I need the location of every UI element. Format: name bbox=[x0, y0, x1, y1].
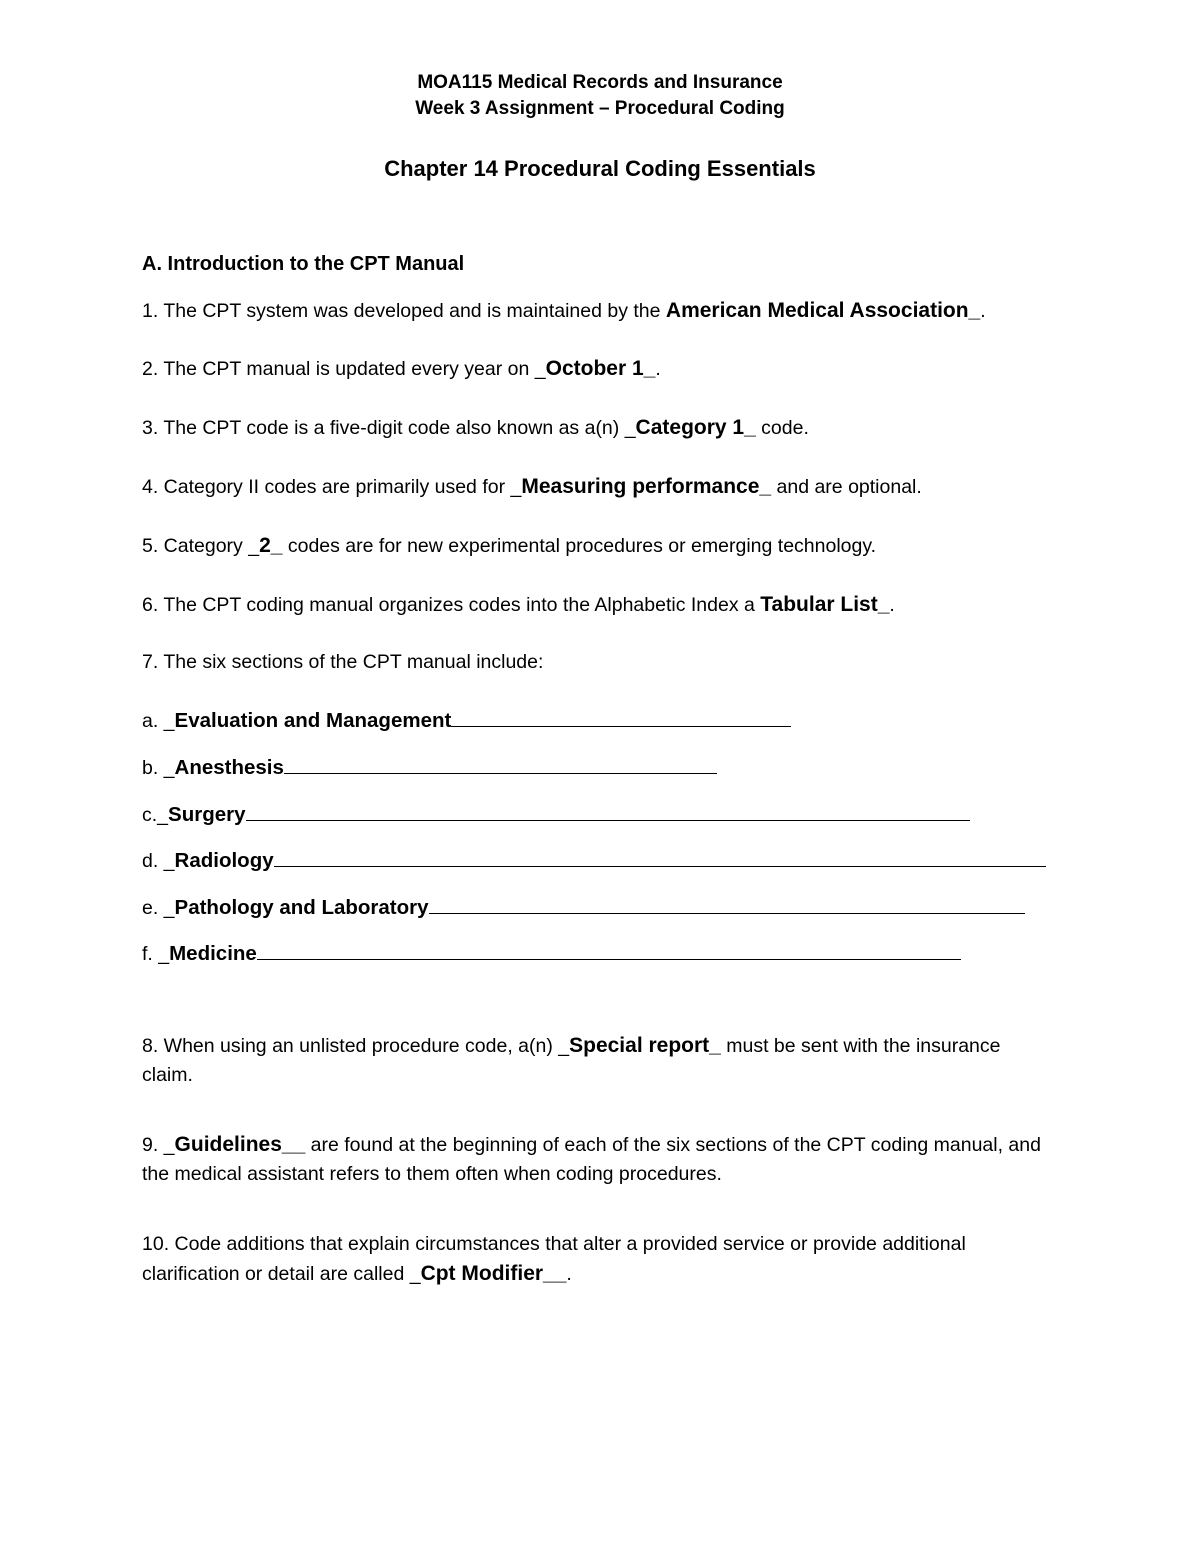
question-text: . bbox=[566, 1263, 572, 1285]
question-text: are found at the beginning of each of the six sections of the CPT coding manual, and the medical assistant refers to them often when coding procedures. bbox=[142, 1134, 1041, 1185]
question-2 bbox=[142, 354, 661, 384]
answer: Guidelines__ bbox=[174, 1133, 306, 1156]
section-list-item-d bbox=[142, 846, 1046, 876]
question-text: 1. The CPT system was developed and is maintained by the bbox=[142, 300, 666, 322]
question-text: . bbox=[889, 594, 895, 616]
course-title: MOA115 Medical Records and Insurance bbox=[417, 72, 783, 93]
list-prefix: c._ bbox=[142, 804, 169, 826]
question-text: 2. The CPT manual is updated every year on _ bbox=[142, 358, 546, 380]
blank-line bbox=[429, 895, 1025, 914]
answer: Category 1_ bbox=[635, 416, 756, 439]
question-1 bbox=[142, 296, 986, 326]
question-text: 9. _ bbox=[142, 1134, 175, 1156]
chapter-title: Chapter 14 Procedural Coding Essentials bbox=[384, 156, 816, 181]
answer: Medicine bbox=[169, 942, 257, 965]
section-list-item-f bbox=[142, 939, 961, 969]
question-text: code. bbox=[755, 417, 809, 439]
question-9 bbox=[142, 1130, 1042, 1189]
section-list-item-b bbox=[142, 753, 717, 783]
list-prefix: d. _ bbox=[142, 850, 175, 872]
answer: Radiology bbox=[174, 849, 274, 872]
list-prefix: b. _ bbox=[142, 757, 175, 779]
blank-line bbox=[451, 708, 791, 727]
blank-line bbox=[257, 941, 961, 960]
question-text: must be sent with the insurance claim. bbox=[142, 1035, 1001, 1086]
question-4 bbox=[142, 472, 922, 502]
question-6 bbox=[142, 590, 895, 620]
question-text: 3. The CPT code is a five-digit code also known as a(n) _ bbox=[142, 417, 636, 439]
assignment-title: Week 3 Assignment – Procedural Coding bbox=[415, 98, 785, 119]
list-prefix: e. _ bbox=[142, 897, 175, 919]
answer: Anesthesis bbox=[174, 756, 284, 779]
answer: Measuring performance_ bbox=[521, 475, 772, 498]
section-list-item-a bbox=[142, 706, 791, 736]
blank-line bbox=[274, 848, 1046, 867]
answer: 2_ bbox=[259, 534, 283, 557]
answer: American Medical Association_ bbox=[665, 299, 981, 322]
question-text: 5. Category _ bbox=[142, 535, 260, 557]
section-list-item-c bbox=[142, 800, 970, 830]
question-7: 7. The six sections of the CPT manual include: bbox=[142, 651, 544, 673]
blank-line bbox=[246, 802, 970, 821]
answer: Surgery bbox=[168, 803, 246, 826]
answer: Special report_ bbox=[569, 1034, 721, 1057]
section-list-item-e bbox=[142, 893, 1025, 923]
answer: Pathology and Laboratory bbox=[174, 896, 429, 919]
question-3 bbox=[142, 413, 809, 443]
question-5 bbox=[142, 531, 876, 561]
list-prefix: a. _ bbox=[142, 710, 175, 732]
question-text: codes are for new experimental procedures or emerging technology. bbox=[282, 535, 877, 557]
question-text: . bbox=[980, 300, 986, 322]
answer: October 1_ bbox=[545, 357, 656, 380]
question-text: . bbox=[655, 358, 661, 380]
question-text: and are optional. bbox=[771, 476, 922, 498]
question-text: 6. The CPT coding manual organizes codes into the Alphabetic Index a bbox=[142, 594, 761, 616]
answer: Tabular List_ bbox=[760, 593, 890, 616]
answer: Evaluation and Management bbox=[174, 709, 452, 732]
question-text: 4. Category II codes are primarily used for _ bbox=[142, 476, 522, 498]
question-text: 8. When using an unlisted procedure code, a(n) _ bbox=[142, 1035, 570, 1057]
question-10 bbox=[142, 1230, 1042, 1289]
answer: Cpt Modifier__ bbox=[420, 1262, 567, 1285]
list-prefix: f. _ bbox=[142, 943, 170, 965]
section-heading: A. Introduction to the CPT Manual bbox=[142, 253, 465, 275]
question-8 bbox=[142, 1031, 1042, 1090]
question-text: 10. Code additions that explain circumstances that alter a provided service or provide additional clarification or detail are called _ bbox=[142, 1233, 966, 1285]
blank-line bbox=[284, 755, 717, 774]
